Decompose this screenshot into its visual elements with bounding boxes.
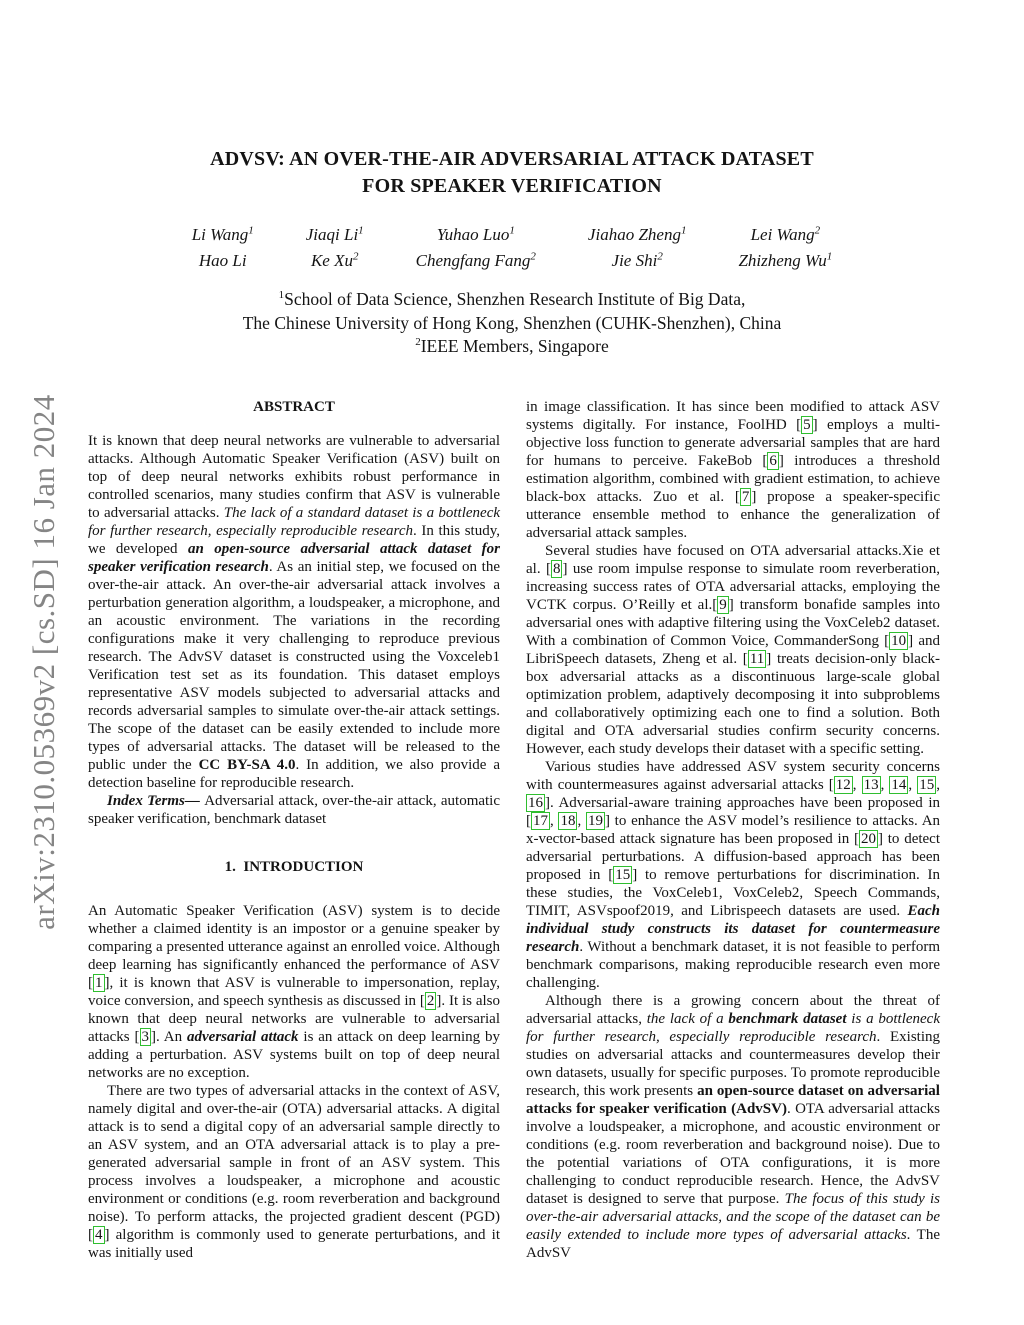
citation-link[interactable]: 20 bbox=[860, 831, 876, 847]
body-paragraph: Several studies have focused on OTA adversarial attacks.Xie et al. [ 8 ] use room impulse response to simulate room reverberation, increasing success rates of OTA adversarial attacks, employing the VCTK corpus. O’Reilly et al.[ 9 ] transform bonafide samples into adversarial ones with adaptive filtering using the VoxCeleb2 dataset. With a combination of Common Voice, CommanderSong [ 10 ] and LibriSpeech datasets, Zheng et al. [ 11 ] treats decision-only black-box adversarial attacks as a discontinuous large-scale global optimization problem, adaptively decomposing it into subproblems and collaboratively optimizing each one to find a solution. Both digital and OTA adversarial studies confirm security concerns. However, each study develops their dataset with a specific setting. bbox=[526, 543, 940, 757]
author-column bbox=[416, 222, 536, 274]
author-name: Jie Shi$^2$ bbox=[611, 250, 663, 270]
citation-link[interactable]: 9 bbox=[719, 597, 727, 613]
citation-link[interactable]: 15 bbox=[919, 777, 935, 793]
left-column bbox=[88, 398, 500, 1262]
author-name: Chengfang Fang$^2$ bbox=[415, 250, 536, 270]
citation-link[interactable]: 17 bbox=[533, 813, 548, 829]
index-terms-paragraph: Index Terms— Adversarial attack, over-the-air attack, automatic speaker verification, benchmark dataset bbox=[88, 793, 501, 827]
citation-link[interactable]: 1 bbox=[95, 975, 103, 991]
affiliation-line: The Chinese University of Hong Kong, Shenzhen (CUHK-Shenzhen), China bbox=[242, 312, 782, 333]
citation-link[interactable]: 6 bbox=[769, 453, 777, 469]
author-affiliation-mark: 2 bbox=[657, 250, 663, 263]
author-affiliation-mark: 1 bbox=[509, 224, 515, 237]
citation-link[interactable]: 3 bbox=[141, 1029, 150, 1045]
affiliation-line: $^1$School of Data Science, Shenzhen Research Institute of Big Data, bbox=[278, 289, 746, 309]
affiliations bbox=[0, 288, 1024, 359]
citation-link[interactable]: 8 bbox=[552, 561, 561, 577]
paper-title-line1: ADVSV: AN OVER-THE-AIR ADVERSARIAL ATTACK DATASET bbox=[210, 148, 814, 170]
citation-link[interactable]: 19 bbox=[587, 813, 603, 829]
body-paragraph: Although there is a growing concern about the threat of adversarial attacks, the lack of a benchmark dataset is a bottleneck for further research, especially reproducible research. Existing studies on adversarial attacks and countermeasures develop their own datasets, usually for specific purposes. To promote reproducible research, this work presents an open-source dataset on adversarial attacks for speaker verification (AdvSV). OTA adversarial attacks involve a loudspeaker, a microphone, and acoustic environment or conditions (e.g. room reverberation and background noise). Due to the potential variations of OTA configurations, it is more challenging to conduct reproducible research. Hence, the AdvSV dataset is designed to serve that purpose. The focus of this study is over-the-air adversarial attacks, and the scope of the dataset can be easily extended to include more types of adversarial attacks. The AdvSV bbox=[526, 993, 940, 1261]
author-column bbox=[192, 222, 254, 274]
author-affiliation-mark: 1 bbox=[358, 224, 364, 237]
author-name: Jiahao Zheng$^1$ bbox=[587, 224, 687, 244]
affiliation-line: $^2$IEEE Members, Singapore bbox=[415, 336, 609, 356]
author-column bbox=[306, 222, 364, 274]
citation-link[interactable]: 10 bbox=[891, 633, 907, 649]
affiliation-mark: 2 bbox=[415, 336, 421, 349]
affiliation-mark: 1 bbox=[278, 289, 285, 302]
citation-link[interactable]: 12 bbox=[835, 777, 851, 793]
citation-link[interactable]: 7 bbox=[741, 489, 750, 505]
author-affiliation-mark: 2 bbox=[530, 250, 536, 263]
abstract-paragraph: It is known that deep neural networks are vulnerable to adversarial attacks. Although Automatic Speaker Verification (ASV) built on top of deep neural networks exhibits robust performance in controlled scenarios, many studies confirm that ASV is vulnerable to adversarial attacks. The lack of a standard dataset is a bottleneck for further research, especially reproducible research. In this study, we developed an open-source adversarial attack dataset for speaker verification research. As an initial step, we focused on the over-the-air attack. An over-the-air adversarial attack involves a perturbation generation algorithm, a loudspeaker, a microphone, and an acoustic environment. The variations in the recording configurations make it very challenging to reproduce previous research. The AdvSV dataset is constructed using the Voxceleb1 Verification test set as its foundation. This dataset employs representative ASV models subjected to adversarial attacks and records adversarial samples to simulate over-the-air attack settings. The scope of the dataset can be easily extended to include more types of adversarial attacks. The dataset will be released to the public under the CC BY-SA 4.0. In addition, we also provide a detection baseline for reproducible research. bbox=[88, 433, 501, 791]
citation-link[interactable]: 18 bbox=[560, 813, 576, 829]
author-affiliation-mark: 1 bbox=[248, 224, 254, 237]
body-paragraph: in image classification. It has since been modified to attack ASV systems digitally. For instance, FoolHD [ 5 ] employs a multi-objective loss function to generate adversarial samples that are hard for humans to perceive. FakeBob [ 6 ] introduces a threshold estimation algorithm, combined with gradient estimation, to achieve black-box attacks. Zuo et al. [ 7 ] propose a speaker-specific utterance ensemble method to enhance the generalization of adversarial attack samples. bbox=[526, 399, 940, 541]
introduction-paragraph: There are two types of adversarial attacks in the context of ASV, namely digital and over-the-air (OTA) adversarial attacks. A digital attack is to send a digital copy of an adversarial sample directly to an ASV system, and an OTA adversarial attack is to play a pre-generated adversarial sample in front of an ASV system. This process involves a loudspeaker, a microphone and acoustic environment or conditions (e.g. room reverberation and background noise). To perform attacks, the projected gradient descent (PGD) [ 4 ] algorithm is commonly used to generate perturbations, and it was initially used bbox=[88, 1083, 500, 1261]
citation-link[interactable]: 5 bbox=[803, 417, 811, 433]
author-name: Yuhao Luo$^1$ bbox=[436, 224, 515, 244]
author-name: Hao Li bbox=[198, 251, 247, 270]
author-name: Zhizheng Wu$^1$ bbox=[738, 250, 833, 270]
citation-link[interactable]: 13 bbox=[863, 777, 879, 793]
citation-link[interactable]: 16 bbox=[528, 795, 543, 811]
paper-title bbox=[0, 146, 1024, 200]
author-name: Ke Xu$^2$ bbox=[310, 250, 359, 270]
introduction-paragraph: An Automatic Speaker Verification (ASV) system is to decide whether a claimed identity is an impostor or a genuine speaker by comparing a presented utterance against an enrolled voice. Although deep learning has significantly enhanced the performance of ASV [ 1 ], it is known that ASV is vulnerable to impersonation, replay, voice conversion, and speech synthesis as discussed in [ 2 ]. It is also known that deep neural networks are vulnerable to adversarial attacks [ 3 ]. An adversarial attack is an attack on deep learning by adding a perturbation. ASV systems built on top of deep neural networks are no exception. bbox=[88, 903, 501, 1081]
arxiv-watermark: arXiv:2310.05369v2 [cs.SD] 16 Jan 2024 bbox=[26, 394, 61, 930]
section-heading-introduction: 1. INTRODUCTION bbox=[224, 859, 364, 875]
author-affiliation-mark: 2 bbox=[814, 224, 821, 237]
author-column bbox=[588, 222, 687, 274]
author-affiliation-mark: 1 bbox=[680, 224, 687, 237]
citation-link[interactable]: 11 bbox=[749, 651, 765, 667]
citation-link[interactable]: 4 bbox=[95, 1227, 103, 1243]
body-paragraph: Various studies have addressed ASV system security concerns with countermeasures against adversarial attacks [ 12 , 13 , 14 , 15 , 16 ]. Adversarial-aware training approaches have been proposed in [ 17 , 18 , 19 ] to enhance the ASV model’s resilience to attacks. An x-vector-based attack signature has been proposed in [ 20 ] to detect adversarial perturbations. A diffusion-based approach has been proposed in [ 15 ] to remove perturbations for discrimination. In these studies, the VoxCeleb1, VoxCeleb2, Speech Commands, TIMIT, ASVspoof2019, and Librispeech datasets are used. Each individual study constructs its dataset for countermeasure research. Without a benchmark dataset, it is not feasible to perform benchmark comparisons, making reproducible research even more challenging. bbox=[526, 759, 941, 991]
citation-link[interactable]: 2 bbox=[426, 993, 435, 1009]
author-name: Li Wang$^1$ bbox=[191, 224, 254, 244]
author-name: Lei Wang$^2$ bbox=[750, 224, 821, 244]
right-column bbox=[526, 398, 940, 1262]
author-name: Jiaqi Li$^1$ bbox=[305, 224, 364, 244]
author-list bbox=[0, 222, 1024, 274]
author-affiliation-mark: 1 bbox=[826, 250, 833, 263]
author-column bbox=[738, 222, 832, 274]
paper-header bbox=[0, 146, 1024, 359]
citation-link[interactable]: 15 bbox=[615, 867, 631, 883]
paper-title-line2: FOR SPEAKER VERIFICATION bbox=[362, 175, 662, 197]
abstract-heading: ABSTRACT bbox=[253, 399, 335, 415]
author-affiliation-mark: 2 bbox=[352, 250, 359, 263]
citation-link[interactable]: 14 bbox=[891, 777, 907, 793]
